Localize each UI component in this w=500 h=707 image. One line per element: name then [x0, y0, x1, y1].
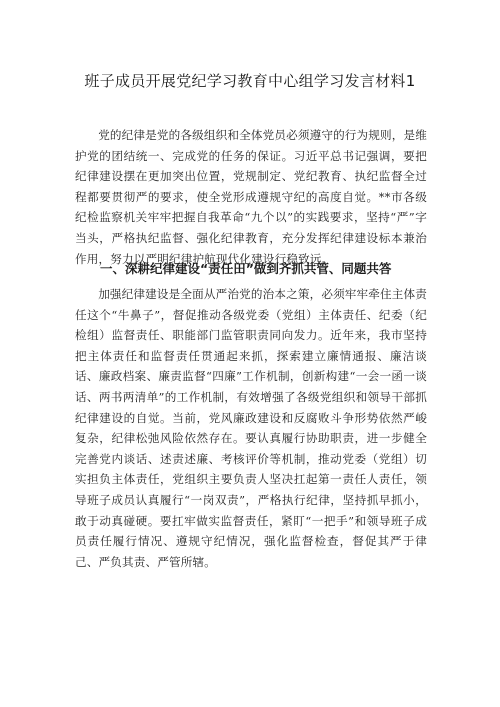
section-paragraph: 加强纪律建设是全面从严治党的治本之策，必须牢牢牵住主体责任这个“牛鼻子”，督促推动各级党委（党组）主体责任、纪委（纪检组）监督责任、职能部门监管职责同向发力。近年来，我市坚持把主体责任和监督责任贯通起来抓，探索建立廉情通报、廉洁谈话、廉政档案、廉责监督“四廉”工作机制，创新构建“一会一函一谈话、两书两清单”的工作机制，有效增强了各级党组织和领导干部抓纪律建设的自觉。当前，党风廉政建设和反腐败斗争形势依然严峻复杂，纪律松弛风险依然存在。要认真履行协助职责，进一步健全完善党内谈话、述责述廉、考核评价等机制，推动党委（党组）切实担负主体责任，党组织主要负责人坚决扛起第一责任人责任，领导班子成员认真履行“一岗双责”，严格执行纪律，坚持抓早抓小，敢于动真碰硬。要扛牢做实监督责任，紧盯“一把手”和领导班子成员责任履行情况、遵规守纪情况，强化监督检查，督促其严于律己、严负其责、严管所辖。 — [75, 287, 428, 569]
intro-paragraph: 党的纪律是党的各级组织和全体党员必须遵守的行为规则，是维护党的团结统一、完成党的任务的保证。习近平总书记强调，要把纪律建设摆在更加突出位置，党规制定、党纪教育、执纪监督全过程都要贯彻严的要求，使全党形成遵规守纪的高度自觉。**市各级纪检监察机关牢牢把握自我革命“九个以”的实践要求，坚持“严”字当头，严格执纪监督、强化纪律教育，充分发挥纪律建设标本兼治作用，努力以严明纪律护航现代化建设行稳致远。 — [75, 128, 428, 266]
document-title: 班子成员开展党纪学习教育中心组学习发言材料1 — [84, 72, 416, 90]
section-heading: 一、深耕纪律建设“责任田”做到齐抓共管、同题共答 — [100, 261, 392, 276]
